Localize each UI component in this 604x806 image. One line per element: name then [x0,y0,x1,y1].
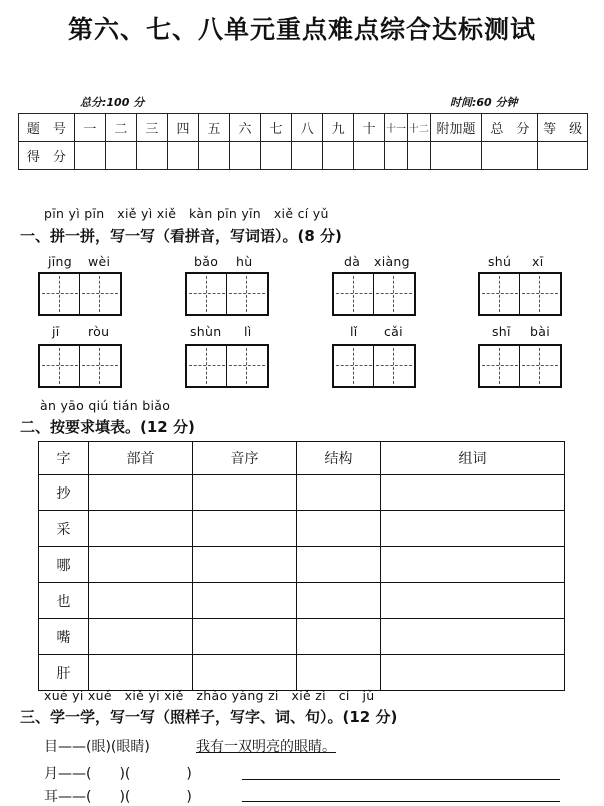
answer-cell[interactable] [381,547,565,583]
pinyin-label: hù [236,254,253,269]
table-row [39,547,565,583]
answer-cell[interactable] [297,475,381,511]
score-header: 四 [167,114,198,142]
table-row [39,583,565,619]
answer-cell[interactable] [193,655,297,691]
score-header: 九 [323,114,354,142]
exercise-row: 月——( )( ) [44,766,192,782]
writing-grid[interactable] [38,344,122,388]
writing-grid[interactable] [185,272,269,316]
answer-cell[interactable] [89,655,193,691]
score-header: 二 [105,114,136,142]
writing-grid[interactable] [185,344,269,388]
time-limit: 时间:60 分钟 [450,96,518,109]
answer-cell[interactable] [89,511,193,547]
score-header: 附加题 [430,114,482,142]
pinyin-label: bǎo [194,254,219,269]
writing-grid[interactable] [332,344,416,388]
score-table [18,113,588,170]
score-cell[interactable] [482,142,538,170]
section1-pinyin: pīn yì pīn xiě yì xiě kàn pīn yīn xiě cí yǔ [44,206,329,221]
pinyin-label: lì [244,324,252,339]
answer-cell[interactable] [89,619,193,655]
column-header: 结构 [297,442,381,475]
row-char: 哪 [39,547,89,583]
answer-cell[interactable] [381,619,565,655]
answer-cell[interactable] [297,655,381,691]
column-header: 音序 [193,442,297,475]
answer-cell[interactable] [89,583,193,619]
score-cell[interactable] [354,142,385,170]
score-cell[interactable] [538,142,588,170]
section2-pinyin: àn yāo qiú tián biǎo [40,398,171,413]
writing-grid[interactable] [38,272,122,316]
score-header: 八 [292,114,323,142]
pinyin-label: xiàng [374,254,410,269]
score-cell[interactable] [261,142,292,170]
pinyin-label: shī [492,324,511,339]
example-sentence: 我有一双明亮的眼睛。 [196,739,336,755]
score-cell[interactable] [230,142,261,170]
table-row [39,511,565,547]
table-row [39,619,565,655]
score-value-row [19,142,588,170]
score-header: 十 [354,114,385,142]
score-cell[interactable] [407,142,430,170]
answer-cell[interactable] [297,619,381,655]
answer-cell[interactable] [193,475,297,511]
row-char: 肝 [39,655,89,691]
section2-heading: 二、按要求填表。(12 分) [20,418,195,436]
writing-grid[interactable] [332,272,416,316]
column-header: 部首 [89,442,193,475]
score-cell[interactable] [105,142,136,170]
score-header: 一 [74,114,105,142]
answer-cell[interactable] [89,475,193,511]
score-header: 等 级 [538,114,588,142]
row-char: 抄 [39,475,89,511]
score-cell[interactable] [136,142,167,170]
answer-cell[interactable] [193,619,297,655]
table-row [39,475,565,511]
score-header: 七 [261,114,292,142]
pinyin-label: ròu [88,324,110,339]
pinyin-label: cǎi [384,324,403,339]
pinyin-label: dà [344,254,361,269]
column-header: 组词 [381,442,565,475]
row-char: 嘴 [39,619,89,655]
score-header: 总 分 [482,114,538,142]
answer-cell[interactable] [297,547,381,583]
score-cell[interactable] [292,142,323,170]
answer-cell[interactable] [297,511,381,547]
pinyin-label: wèi [88,254,111,269]
exercise-row: 耳——( )( ) [44,789,192,805]
score-header: 五 [198,114,229,142]
score-header: 十二 [407,114,430,142]
pinyin-label: shú [488,254,512,269]
pinyin-label: shùn [190,324,222,339]
page-title: 第六、七、八单元重点难点综合达标测试 [67,15,536,44]
score-cell[interactable] [74,142,105,170]
score-header: 六 [230,114,261,142]
example-prefix: 目——(眼)(眼睛) [44,739,150,755]
answer-cell[interactable] [193,511,297,547]
score-cell[interactable] [198,142,229,170]
score-cell[interactable] [323,142,354,170]
answer-line[interactable] [242,801,560,802]
pinyin-label: lǐ [350,324,358,339]
table-row [39,655,565,691]
score-cell[interactable] [430,142,482,170]
score-cell[interactable] [167,142,198,170]
score-row-label: 得 分 [19,142,75,170]
answer-cell[interactable] [193,583,297,619]
score-header-row [19,114,588,142]
column-header: 字 [39,442,89,475]
requirements-table [38,441,565,691]
answer-cell[interactable] [381,511,565,547]
score-cell[interactable] [385,142,408,170]
row-char: 也 [39,583,89,619]
answer-cell[interactable] [193,547,297,583]
pinyin-label: xī [532,254,544,269]
writing-grid[interactable] [478,272,562,316]
answer-line[interactable] [242,779,560,780]
total-score: 总分:100 分 [80,96,145,109]
answer-cell[interactable] [89,547,193,583]
table-header-row [39,442,565,475]
score-header: 题 号 [19,114,75,142]
score-header: 三 [136,114,167,142]
answer-cell[interactable] [381,583,565,619]
answer-cell[interactable] [381,475,565,511]
row-char: 采 [39,511,89,547]
pinyin-label: bài [530,324,550,339]
section3-pinyin: xué yi xué xiě yi xiě zhào yàng zi xiě zì cí jù [44,688,375,703]
answer-cell[interactable] [381,655,565,691]
section1-heading: 一、拼一拼，写一写（看拼音，写词语）。(8 分) [20,227,342,245]
section3-heading: 三、学一学，写一写（照样子，写字、词、句）。(12 分) [20,708,398,726]
answer-cell[interactable] [297,583,381,619]
score-header: 十一 [385,114,408,142]
pinyin-label: jī [52,324,60,339]
pinyin-label: jīng [48,254,73,269]
writing-grid[interactable] [478,344,562,388]
